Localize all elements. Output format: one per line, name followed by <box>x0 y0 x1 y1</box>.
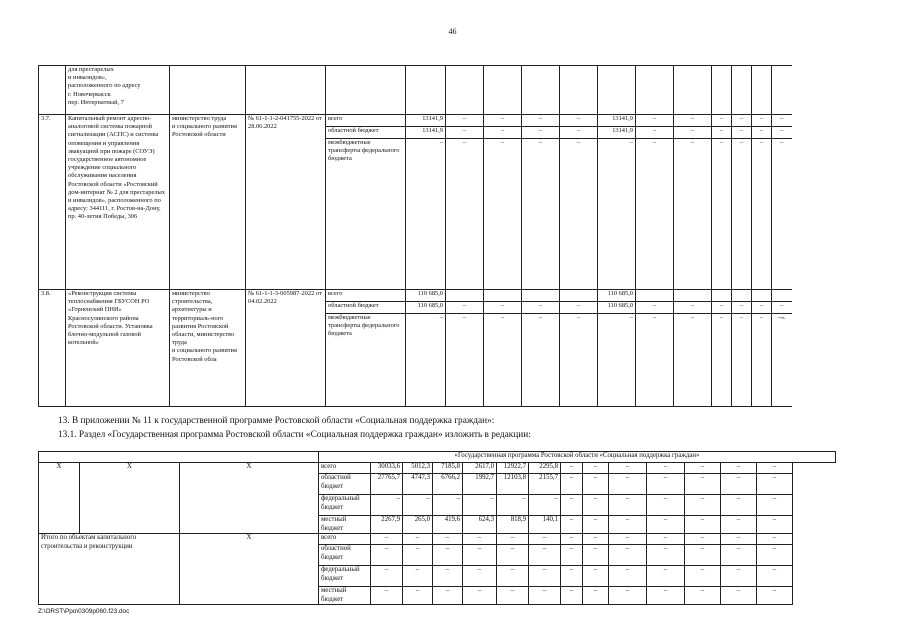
empty-cell <box>674 66 712 115</box>
year-value-cell: – <box>561 495 583 516</box>
year-value-cell: – <box>685 495 721 516</box>
year-value-cell: – <box>446 115 484 127</box>
year-value-cell: – <box>712 314 732 407</box>
year-value-cell: – <box>674 139 712 290</box>
empty-cell <box>772 66 792 115</box>
year-value-cell: – <box>757 495 793 516</box>
empty-cell <box>522 66 560 115</box>
year-value-cell: – <box>732 314 752 407</box>
year-value-cell: – <box>522 302 560 314</box>
row-number-cell: 3.7. <box>39 115 66 290</box>
year-value-cell: – <box>685 474 721 495</box>
year-value-cell: – <box>403 566 433 587</box>
year-value-cell <box>712 290 732 302</box>
year-value-cell: – <box>721 463 757 474</box>
year-value-cell: – <box>685 463 721 474</box>
year-value-cell: 1992,7 <box>463 474 497 495</box>
year-value-cell: 5012,3 <box>403 463 433 474</box>
year-value-cell: – <box>685 545 721 566</box>
year-value-cell: – <box>609 495 647 516</box>
year-value-cell: – <box>433 495 463 516</box>
year-value-cell: – <box>403 534 433 545</box>
year-value-cell: – <box>561 474 583 495</box>
year-value-cell: – <box>674 314 712 407</box>
year-value-cell: – <box>403 495 433 516</box>
year-value-cell: 4747,3 <box>403 474 433 495</box>
year-value-cell: – <box>752 302 772 314</box>
empty-cell <box>712 66 732 115</box>
year-value-cell: – <box>371 495 403 516</box>
funding-source-cell: областной бюджет <box>326 302 406 314</box>
year-value-cell: 12922,7 <box>497 463 529 474</box>
year-value-cell: – <box>732 127 752 139</box>
year-value-cell: – <box>609 587 647 605</box>
total-cell: 13141,9 <box>406 115 446 127</box>
year-value-cell: 2155,7 <box>529 474 561 495</box>
program-row <box>39 463 836 474</box>
object-name-cell: Капитальный ремонт адресно-аналоговой системы пожарной сигнализации (АСПС) и системы оповещения и управления эвакуацией при пожаре (СОУЭ) государственное автономное учреждение социального обслуживания населения Ростовской области «Ростовский дом-интернат № 2 для престарелых и инвалидов», расположенного по адресу: 344111, г. Ростов-на-Дону, пр. 40-летия Победы, 306 <box>66 115 170 290</box>
year-value-cell: – <box>497 587 529 605</box>
year-value-cell: – <box>561 534 583 545</box>
year-value-cell: – <box>685 516 721 534</box>
year-value-cell: – <box>433 534 463 545</box>
empty-cell <box>752 66 772 115</box>
year-value-cell: – <box>463 566 497 587</box>
year-value-cell <box>752 290 772 302</box>
year-value-cell: – <box>529 587 561 605</box>
file-path: Z:\ORST\Ppo\0309p060.f23.doc <box>38 608 130 615</box>
year-value-cell: – <box>598 139 636 290</box>
empty-cell <box>170 66 246 115</box>
year-value-cell: – <box>522 115 560 127</box>
x-cell: Х <box>180 534 319 605</box>
year-value-cell: – <box>636 139 674 290</box>
year-value-cell: – <box>560 302 598 314</box>
total-cell: – <box>406 139 446 290</box>
continued-row <box>39 66 792 115</box>
year-value-cell: – <box>484 139 522 290</box>
year-value-cell: – <box>752 115 772 127</box>
year-value-cell: – <box>732 115 752 127</box>
year-value-cell: – <box>752 139 772 290</box>
year-value-cell <box>732 290 752 302</box>
year-value-cell: – <box>721 495 757 516</box>
total-cell: – <box>406 314 446 407</box>
year-value-cell: – <box>583 566 609 587</box>
empty-cell <box>732 66 752 115</box>
funding-source-cell: местный бюджет <box>319 587 371 605</box>
year-value-cell: – <box>598 314 636 407</box>
year-value-cell: – <box>497 545 529 566</box>
year-value-cell: – <box>647 566 685 587</box>
year-value-cell: – <box>561 545 583 566</box>
funding-source-cell: всего <box>326 115 406 127</box>
year-value-cell: – <box>446 302 484 314</box>
object-name-cell: «Реконструкция системы теплоснабжения ГБУСОН РО «Горненский ПНИ» Красносулинского района Ростовской области. Установка блочно-модульной газовой котельной» <box>66 290 170 407</box>
year-value-cell: – <box>583 495 609 516</box>
year-value-cell: – <box>732 302 752 314</box>
year-value-cell: – <box>674 302 712 314</box>
year-value-cell: – <box>560 115 598 127</box>
funding-source-cell: федеральный бюджет <box>319 566 371 587</box>
year-value-cell: 140,1 <box>529 516 561 534</box>
year-value-cell: – <box>463 587 497 605</box>
year-value-cell: 12103,8 <box>497 474 529 495</box>
executor-cell: министерство строительства, архитектуры и территориаль-ного развития Ростовской области, министерство труда и социального развития Ростовской обла <box>170 290 246 407</box>
year-value-cell: – <box>583 534 609 545</box>
empty-cell <box>446 66 484 115</box>
year-value-cell: – <box>463 545 497 566</box>
year-value-cell: – <box>403 545 433 566</box>
executor-cell: министерство труда и социального развития Ростовской области <box>170 115 246 290</box>
year-value-cell: 2617,0 <box>463 463 497 474</box>
total-row <box>39 534 836 545</box>
year-value-cell: – <box>712 302 732 314</box>
year-value-cell: – <box>529 495 561 516</box>
year-value-cell: – <box>560 139 598 290</box>
program-table <box>38 451 836 605</box>
year-value-cell: – <box>609 474 647 495</box>
year-value-cell: – <box>403 587 433 605</box>
funding-source-cell: федеральный бюджет <box>319 495 371 516</box>
year-value-cell: – <box>433 587 463 605</box>
year-value-cell <box>446 290 484 302</box>
year-value-cell: 2295,8 <box>529 463 561 474</box>
year-value-cell: – <box>609 463 647 474</box>
year-value-cell: – <box>752 314 772 407</box>
funding-row <box>39 290 792 302</box>
year-value-cell: – <box>371 545 403 566</box>
year-value-cell: – <box>757 534 793 545</box>
year-value-cell: – <box>772 115 792 127</box>
year-value-cell: 27765,7 <box>371 474 403 495</box>
year-value-cell: – <box>497 534 529 545</box>
year-value-cell: – <box>757 516 793 534</box>
year-value-cell: – <box>772 139 792 290</box>
funding-source-cell: всего <box>326 290 406 302</box>
year-value-cell: – <box>647 587 685 605</box>
year-value-cell <box>636 290 674 302</box>
year-value-cell: – <box>772 302 792 314</box>
year-value-cell: – <box>647 474 685 495</box>
year-value-cell: – <box>721 545 757 566</box>
year-value-cell: – <box>721 534 757 545</box>
year-value-cell: – <box>636 115 674 127</box>
year-value-cell: 110 685,0 <box>598 302 636 314</box>
year-value-cell: – <box>583 474 609 495</box>
year-value-cell: – <box>561 566 583 587</box>
empty-cell <box>484 66 522 115</box>
year-value-cell: – <box>561 463 583 474</box>
program-header-cell: «Государственная программа Ростовской области «Социальная поддержка граждан» <box>319 452 836 463</box>
year-value-cell: – <box>609 516 647 534</box>
total-cell: 13141,9 <box>406 127 446 139</box>
funding-source-cell: областной бюджет <box>319 545 371 566</box>
year-value-cell: – <box>636 302 674 314</box>
year-value-cell: 6766,2 <box>433 474 463 495</box>
year-value-cell: – <box>712 127 732 139</box>
header-spacer-cell <box>39 452 319 463</box>
year-value-cell: – <box>721 474 757 495</box>
year-value-cell: – <box>522 127 560 139</box>
year-value-cell: – <box>647 495 685 516</box>
year-value-cell: –». <box>772 314 792 407</box>
page-number: 46 <box>448 27 457 36</box>
funding-source-cell: всего <box>319 463 371 474</box>
year-value-cell: – <box>721 587 757 605</box>
empty-cell <box>406 66 446 115</box>
year-value-cell: – <box>463 495 497 516</box>
year-value-cell: – <box>484 302 522 314</box>
year-value-cell: – <box>609 534 647 545</box>
empty-cell <box>560 66 598 115</box>
year-value-cell: 419,6 <box>433 516 463 534</box>
year-value-cell: 13141,9 <box>598 127 636 139</box>
year-value-cell: – <box>560 314 598 407</box>
year-value-cell <box>522 290 560 302</box>
year-value-cell: 818,9 <box>497 516 529 534</box>
year-value-cell: – <box>636 314 674 407</box>
year-value-cell: – <box>583 587 609 605</box>
year-value-cell: – <box>772 127 792 139</box>
funding-source-cell: межбюджетные трансферты федерального бюджета <box>326 314 406 407</box>
year-value-cell: – <box>446 139 484 290</box>
year-value-cell: – <box>647 516 685 534</box>
year-value-cell: 7185,8 <box>433 463 463 474</box>
year-value-cell: – <box>484 127 522 139</box>
year-value-cell: – <box>685 566 721 587</box>
year-value-cell: 624,3 <box>463 516 497 534</box>
x-cell: Х <box>39 463 80 534</box>
header-row <box>39 452 836 463</box>
year-value-cell: – <box>583 463 609 474</box>
year-value-cell: – <box>484 115 522 127</box>
year-value-cell: – <box>647 463 685 474</box>
year-value-cell: – <box>647 545 685 566</box>
year-value-cell: – <box>446 127 484 139</box>
year-value-cell <box>772 290 792 302</box>
funding-source-cell: всего <box>319 534 371 545</box>
year-value-cell: – <box>757 474 793 495</box>
funding-row <box>39 115 792 127</box>
empty-cell <box>246 66 326 115</box>
year-value-cell <box>484 290 522 302</box>
paragraph-13-1: 13.1. Раздел «Государственная программа Ростовской области «Социальная поддержка граждан» изложить в редакции: <box>58 430 531 440</box>
total-cell: 110 685,0 <box>406 290 446 302</box>
total-title-cell: Итого по объектам капитального строительства и реконструкции <box>39 534 180 605</box>
year-value-cell: – <box>712 115 732 127</box>
funding-source-cell: областной бюджет <box>326 127 406 139</box>
year-value-cell: – <box>522 314 560 407</box>
year-value-cell: – <box>583 545 609 566</box>
total-cell: 110 685,0 <box>406 302 446 314</box>
funding-source-cell: межбюджетные трансферты федерального бюджета <box>326 139 406 290</box>
year-value-cell: – <box>371 566 403 587</box>
year-value-cell: 265,0 <box>403 516 433 534</box>
x-cell: Х <box>180 463 319 534</box>
funding-source-cell: местный бюджет <box>319 516 371 534</box>
year-value-cell: – <box>647 534 685 545</box>
year-value-cell: – <box>685 587 721 605</box>
year-value-cell <box>560 290 598 302</box>
year-value-cell: 30033,6 <box>371 463 403 474</box>
year-value-cell: – <box>529 566 561 587</box>
year-value-cell: – <box>433 566 463 587</box>
year-value-cell: – <box>497 495 529 516</box>
year-value-cell: – <box>561 587 583 605</box>
object-name-cell: для престарелых и инвалидов», расположенного по адресу г. Новочеркасск пер. Интернатный, 7 <box>66 66 170 115</box>
funding-source-cell: областной бюджет <box>319 474 371 495</box>
year-value-cell: – <box>721 566 757 587</box>
year-value-cell: – <box>674 127 712 139</box>
year-value-cell: – <box>609 545 647 566</box>
document-cell: № 61-1-1-3-005987-2022 от 04.02.2022 <box>246 290 326 407</box>
year-value-cell: – <box>529 534 561 545</box>
x-cell: Х <box>80 463 180 534</box>
year-value-cell: – <box>609 566 647 587</box>
year-value-cell: – <box>757 566 793 587</box>
empty-cell <box>598 66 636 115</box>
year-value-cell: – <box>712 139 732 290</box>
row-number-cell: 3.8. <box>39 290 66 407</box>
year-value-cell: – <box>371 587 403 605</box>
year-value-cell: – <box>752 127 772 139</box>
year-value-cell: – <box>757 463 793 474</box>
empty-cell <box>326 66 406 115</box>
year-value-cell: – <box>732 139 752 290</box>
year-value-cell: – <box>433 545 463 566</box>
year-value-cell: – <box>529 545 561 566</box>
year-value-cell: – <box>484 314 522 407</box>
year-value-cell: 110 685,0 <box>598 290 636 302</box>
row-number-cell <box>39 66 66 115</box>
year-value-cell <box>674 290 712 302</box>
year-value-cell: 2267,9 <box>371 516 403 534</box>
empty-cell <box>636 66 674 115</box>
year-value-cell: – <box>446 314 484 407</box>
year-value-cell: – <box>636 127 674 139</box>
year-value-cell: – <box>721 516 757 534</box>
objects-table <box>38 65 792 407</box>
year-value-cell: – <box>757 545 793 566</box>
year-value-cell: – <box>685 534 721 545</box>
year-value-cell: – <box>561 516 583 534</box>
year-value-cell: – <box>583 516 609 534</box>
year-value-cell: – <box>522 139 560 290</box>
document-cell: № 61-1-1-2-041755-2022 от 28.06.2022 <box>246 115 326 290</box>
year-value-cell: – <box>674 115 712 127</box>
year-value-cell: – <box>497 566 529 587</box>
year-value-cell: – <box>757 587 793 605</box>
year-value-cell: 13141,9 <box>598 115 636 127</box>
year-value-cell: – <box>560 127 598 139</box>
year-value-cell: – <box>463 534 497 545</box>
paragraph-13: 13. В приложении № 11 к государственной программе Ростовской области «Социальная поддержка граждан»: <box>58 416 495 426</box>
year-value-cell: – <box>371 534 403 545</box>
